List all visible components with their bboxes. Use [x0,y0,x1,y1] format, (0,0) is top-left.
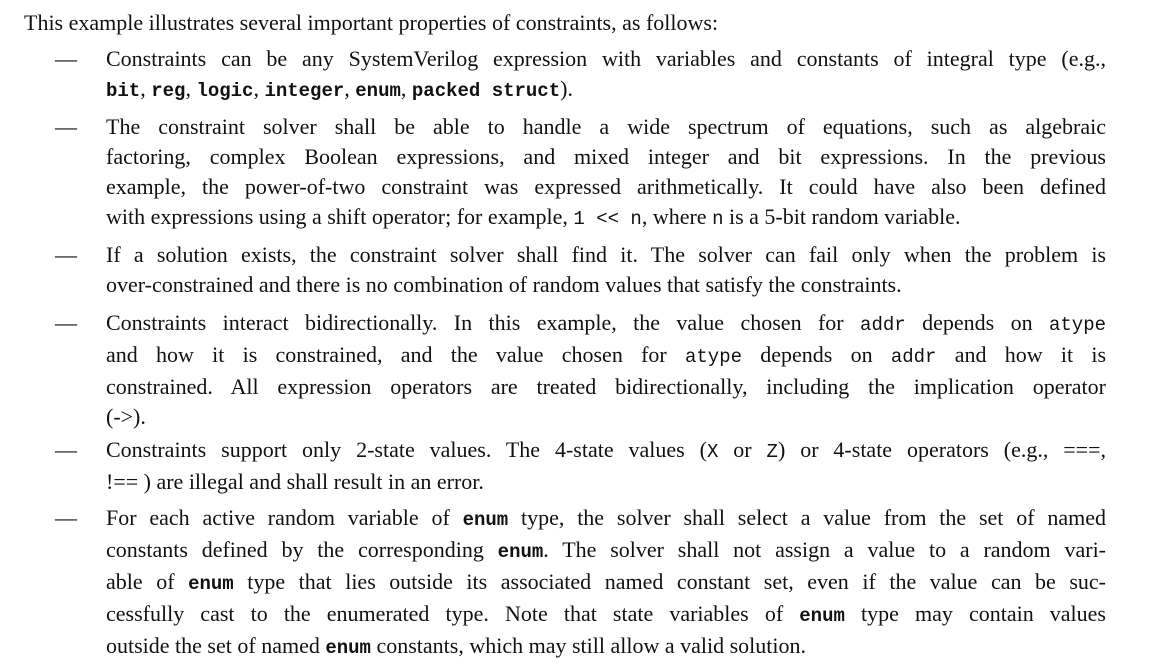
inline-code: bit [106,80,141,102]
inline-code: enum [325,637,371,659]
text-line: factoring, complex Boolean expressions, and mixed integer and bit expressions. In the previous [106,144,1106,169]
inline-code: 1 << n [573,208,642,230]
em-dash-bullet: — [55,505,77,530]
text-line: able of enum type that lies outside its associated named constant set, even if the value can be suc- [106,569,1106,595]
inline-code: packed struct [411,80,561,102]
inline-code: reg [151,80,186,102]
inline-code: addr [890,346,937,368]
text-line: cessfully cast to the enumerated type. Note that state variables of enum type may contain values [106,601,1106,627]
inline-code: n [712,208,724,230]
text-line: The constraint solver shall be able to handle a wide spectrum of equations, such as algebraic [106,114,1106,139]
text-line: constants defined by the corresponding enum. The solver shall not assign a value to a random vari- [106,537,1107,563]
text-line: Constraints can be any SystemVerilog expression with variables and constants of integral type (e.g., [106,46,1106,71]
text-line: over-constrained and there is no combination of random values that satisfy the constraints. [106,272,902,297]
inline-code: enum [355,80,401,102]
text-line: with expressions using a shift operator; for example, 1 << n, where n is a 5-bit random variable. [106,204,961,230]
text-line: (->). [106,404,146,429]
text-line: !== ) are illegal and shall result in an error. [106,469,484,494]
intro-paragraph: This example illustrates several important properties of constraints, as follows: [24,10,719,35]
item-text [106,112,1106,234]
em-dash-bullet: — [55,310,77,335]
text-line: bit, reg, logic, integer, enum, packed struct). [106,76,573,102]
inline-code: atype [1048,314,1106,336]
inline-code: addr [860,314,906,336]
inline-code: Z [766,441,778,463]
em-dash-bullet: — [55,437,77,462]
text-line: If a solution exists, the constraint solver shall find it. The solver can fail only when the problem is [106,242,1106,267]
inline-code: atype [684,346,742,368]
inline-code: logic [196,80,254,102]
inline-code: enum [799,605,845,627]
inline-code: enum [188,573,234,595]
text-line: outside the set of named enum constants, which may still allow a valid solution. [106,633,807,659]
text-line: example, the power-of-two constraint was expressed arithmetically. It could have also been defined [106,174,1106,199]
text-line: constrained. All expression operators are treated bidirectionally, including the implication operator [106,374,1106,399]
em-dash-bullet: — [55,242,77,267]
item-text [106,503,1106,663]
item-text [106,308,1106,432]
inline-code: X [706,441,719,463]
text-line: and how it is constrained, and the value chosen for atype depends on addr and how it is [106,342,1107,368]
inline-code: enum [497,541,544,563]
text-line: Constraints interact bidirectionally. In this example, the value chosen for addr depends on atype [106,310,1106,336]
item-text [106,240,1106,300]
text-line: Constraints support only 2-state values. The 4-state values (X or Z) or 4-state operators (e.g., ===, [106,437,1106,463]
em-dash-bullet: — [55,114,77,139]
inline-code: enum [462,509,509,531]
inline-code: integer [264,80,345,102]
item-text [106,435,1106,497]
em-dash-bullet: — [55,46,77,71]
item-text [106,44,1106,106]
text-line: For each active random variable of enum type, the solver shall select a value from the set of named [106,505,1106,531]
